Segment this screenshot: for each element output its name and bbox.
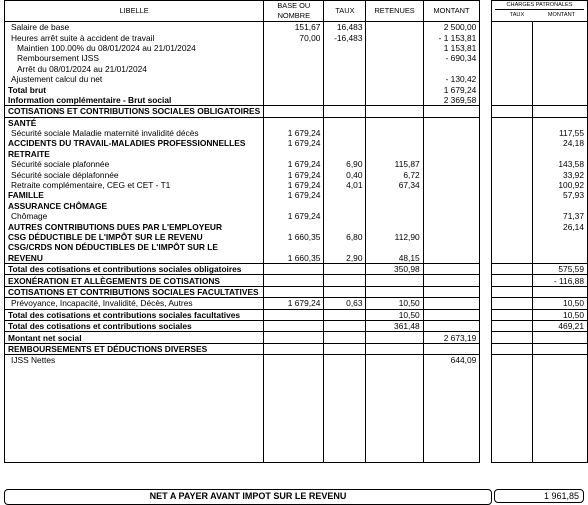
row-label: Total des cotisations et contributions sociales obligatoires [5, 263, 264, 274]
header-montant: MONTANT [423, 1, 480, 22]
table-row [5, 84, 588, 94]
cell-cp-taux [491, 84, 532, 94]
cell-taux [324, 84, 366, 94]
cell-cp-taux [491, 190, 532, 200]
cell-montant [423, 149, 480, 159]
cell-retenues: 6,72 [366, 169, 423, 179]
cell-montant [423, 221, 480, 231]
table-row [5, 275, 588, 286]
cell-cp-taux [491, 138, 532, 148]
cell-retenues [366, 32, 423, 42]
cell-cp-montant: 24,18 [532, 138, 587, 148]
cell-cp-taux [491, 309, 532, 320]
section-row [5, 286, 588, 297]
cell-base: 70,00 [264, 32, 324, 42]
table-row [5, 117, 588, 128]
cell-cp-taux [491, 64, 532, 74]
cell-cp-taux [491, 355, 532, 366]
cell-taux [324, 190, 366, 200]
cell-cp-montant [532, 201, 587, 211]
payslip-sheet [4, 0, 588, 501]
cell-taux [324, 355, 366, 366]
cell-retenues [366, 138, 423, 148]
net-a-payer-label: NET A PAYER AVANT IMPOT SUR LE REVENU [4, 489, 492, 505]
cell-cp-montant [532, 355, 587, 366]
cell-retenues [366, 343, 423, 354]
cell-cp-montant [532, 117, 587, 128]
cell-cp-taux [491, 128, 532, 138]
cell-cp-taux [491, 74, 532, 84]
cell-taux [324, 106, 366, 117]
cell-base: 1 679,24 [264, 180, 324, 190]
cell-taux [324, 149, 366, 159]
cell-cp-taux [491, 169, 532, 179]
row-label: ACCIDENTS DU TRAVAIL-MALADIES PROFESSIONNELLES [5, 138, 264, 148]
row-label: IJSS Nettes [5, 355, 264, 366]
cell-base [264, 286, 324, 297]
cell-cp-montant: 57,93 [532, 190, 587, 200]
cell-taux: 2,90 [324, 253, 366, 264]
cell-cp-taux [491, 275, 532, 286]
cell-cp-taux [491, 32, 532, 42]
cell-montant: 2 500,00 [423, 22, 480, 33]
cell-retenues: 115,87 [366, 159, 423, 169]
cell-montant [423, 117, 480, 128]
header-charges-patronales: CHARGES PATRONALES [495, 1, 584, 10]
table-row [5, 211, 588, 221]
cell-cp-montant [532, 253, 587, 264]
cell-cp-taux [491, 180, 532, 190]
row-label: Information complémentaire - Brut social [5, 95, 264, 106]
table-row [5, 309, 588, 320]
cell-taux [324, 43, 366, 53]
cell-montant [423, 169, 480, 179]
cell-retenues [366, 22, 423, 33]
cell-base [264, 332, 324, 343]
table-body [5, 22, 588, 463]
cell-cp-montant [532, 74, 587, 84]
cell-retenues: 10,50 [366, 298, 423, 309]
cell-taux [324, 263, 366, 274]
cell-taux [324, 286, 366, 297]
cell-montant: 2 369,58 [423, 95, 480, 106]
cell-cp-montant [532, 22, 587, 33]
row-label: REMBOURSEMENTS ET DÉDUCTIONS DIVERSES [5, 343, 264, 354]
row-label: Arrêt du 08/01/2024 au 21/01/2024 [5, 64, 264, 74]
section-row [5, 343, 588, 354]
cell-cp-montant: 469,21 [532, 320, 587, 331]
table-row [5, 332, 588, 343]
cell-cp-montant [532, 53, 587, 63]
table-row [5, 43, 588, 53]
row-label: ASSURANCE CHÔMAGE [5, 201, 264, 211]
cell-montant [423, 242, 480, 252]
row-label: SANTÉ [5, 117, 264, 128]
cell-retenues [366, 221, 423, 231]
cell-retenues [366, 106, 423, 117]
cell-taux [324, 128, 366, 138]
cell-retenues: 361,48 [366, 320, 423, 331]
cell-cp-montant [532, 332, 587, 343]
cell-base: 1 679,24 [264, 159, 324, 169]
cell-montant [423, 275, 480, 286]
cell-montant: 2 673,19 [423, 332, 480, 343]
row-label: Heures arrêt suite à accident de travail [5, 32, 264, 42]
cell-montant [423, 286, 480, 297]
row-label: Retraite complémentaire, CEG et CET - T1 [5, 180, 264, 190]
cell-retenues [366, 117, 423, 128]
cell-base [264, 43, 324, 53]
cell-retenues: 48,15 [366, 253, 423, 264]
cell-base [264, 106, 324, 117]
cell-cp-taux [491, 117, 532, 128]
cell-retenues [366, 355, 423, 366]
row-label: Prévoyance, Incapacité, Invalidité, Décès, Autres [5, 298, 264, 309]
cell-base [264, 201, 324, 211]
cell-retenues: 67,34 [366, 180, 423, 190]
cell-base [264, 95, 324, 106]
table-row [5, 263, 588, 274]
cell-base [264, 309, 324, 320]
cell-base: 1 679,24 [264, 298, 324, 309]
row-label: COTISATIONS ET CONTRIBUTIONS SOCIALES FACULTATIVES [5, 286, 264, 297]
header-libelle: LIBELLE [5, 1, 264, 22]
cell-base [264, 275, 324, 286]
cell-retenues [366, 43, 423, 53]
cell-montant [423, 298, 480, 309]
cell-montant: - 1 153,81 [423, 32, 480, 42]
row-label: CSG DÉDUCTIBLE DE L'IMPÔT SUR LE REVENU [5, 232, 264, 242]
cell-cp-taux [491, 343, 532, 354]
table-row [5, 320, 588, 331]
header-cp-taux: TAUX [509, 12, 525, 18]
cell-taux: 0,63 [324, 298, 366, 309]
cell-taux [324, 53, 366, 63]
cell-cp-montant: 117,55 [532, 128, 587, 138]
cell-montant [423, 263, 480, 274]
cell-montant [423, 106, 480, 117]
cell-montant: 1 153,81 [423, 43, 480, 53]
cell-cp-montant: 10,50 [532, 298, 587, 309]
row-label: Sécurité sociale Maladie maternité invalidité décès [5, 128, 264, 138]
cell-taux: 6,90 [324, 159, 366, 169]
cell-taux: 4,01 [324, 180, 366, 190]
cell-cp-taux [491, 106, 532, 117]
cell-cp-montant [532, 95, 587, 106]
cell-cp-montant [532, 64, 587, 74]
cell-cp-taux [491, 320, 532, 331]
cell-cp-montant [532, 43, 587, 53]
cell-montant: 644,09 [423, 355, 480, 366]
table-row [5, 232, 588, 242]
cell-retenues [366, 332, 423, 343]
cell-retenues: 10,50 [366, 309, 423, 320]
table-row [5, 138, 588, 148]
cell-cp-taux [491, 263, 532, 274]
cell-taux [324, 320, 366, 331]
table-row [5, 190, 588, 200]
row-label: REVENU [5, 253, 264, 264]
cell-base [264, 64, 324, 74]
cell-retenues [366, 275, 423, 286]
cell-base [264, 84, 324, 94]
row-label: Sécurité sociale déplafonnée [5, 169, 264, 179]
cell-cp-taux [491, 43, 532, 53]
cell-montant [423, 211, 480, 221]
table-row [5, 95, 588, 106]
cell-taux: 6,80 [324, 232, 366, 242]
cell-taux [324, 242, 366, 252]
cell-taux [324, 332, 366, 343]
table-row [5, 221, 588, 231]
cell-cp-montant: - 116,88 [532, 275, 587, 286]
cell-base [264, 263, 324, 274]
cell-taux [324, 74, 366, 84]
cell-base [264, 74, 324, 84]
row-label: Ajustement calcul du net [5, 74, 264, 84]
cell-cp-taux [491, 22, 532, 33]
table-row [5, 180, 588, 190]
cell-cp-taux [491, 53, 532, 63]
cell-base: 1 660,35 [264, 232, 324, 242]
cell-montant [423, 159, 480, 169]
table-header [5, 1, 588, 22]
cell-retenues [366, 190, 423, 200]
cell-taux: 0,40 [324, 169, 366, 179]
cell-cp-montant: 33,92 [532, 169, 587, 179]
cell-retenues [366, 149, 423, 159]
cell-cp-montant: 143,58 [532, 159, 587, 169]
row-label: Salaire de base [5, 22, 264, 33]
table-row [5, 201, 588, 211]
row-label: Maintien 100.00% du 08/01/2024 au 21/01/2024 [5, 43, 264, 53]
cell-base [264, 355, 324, 366]
cell-base: 1 679,24 [264, 211, 324, 221]
row-label: Montant net social [5, 332, 264, 343]
table-row [5, 22, 588, 33]
cell-cp-montant: 10,50 [532, 309, 587, 320]
table-row [5, 253, 588, 264]
cell-cp-montant [532, 149, 587, 159]
row-label: AUTRES CONTRIBUTIONS DUES PAR L'EMPLOYEUR [5, 221, 264, 231]
cell-cp-montant [532, 286, 587, 297]
cell-retenues [366, 286, 423, 297]
cell-montant [423, 309, 480, 320]
cell-base [264, 320, 324, 331]
cell-cp-montant [532, 106, 587, 117]
cell-cp-taux [491, 149, 532, 159]
cell-taux [324, 309, 366, 320]
header-retenues: RETENUES [366, 1, 423, 22]
cell-montant [423, 232, 480, 242]
table-row [5, 298, 588, 309]
cell-retenues [366, 64, 423, 74]
cell-base: 151,67 [264, 22, 324, 33]
cell-cp-montant: 100,92 [532, 180, 587, 190]
table-row [5, 74, 588, 84]
cell-cp-taux [491, 286, 532, 297]
table-row [5, 32, 588, 42]
cell-cp-montant [532, 242, 587, 252]
cell-retenues [366, 74, 423, 84]
cell-base [264, 117, 324, 128]
row-label: COTISATIONS ET CONTRIBUTIONS SOCIALES OBLIGATOIRES [5, 106, 264, 117]
row-label: Sécurité sociale plafonnée [5, 159, 264, 169]
table-row [5, 242, 588, 252]
cell-cp-taux [491, 332, 532, 343]
cell-retenues [366, 84, 423, 94]
cell-base [264, 149, 324, 159]
section-row [5, 106, 588, 117]
cell-retenues [366, 201, 423, 211]
header-taux: TAUX [324, 1, 366, 22]
cell-taux: -16,483 [324, 32, 366, 42]
cell-taux [324, 138, 366, 148]
cell-montant [423, 64, 480, 74]
cell-base: 1 679,24 [264, 169, 324, 179]
header-cp-montant: MONTANT [547, 12, 576, 18]
cell-base [264, 242, 324, 252]
table-row [5, 169, 588, 179]
table-row [5, 64, 588, 74]
cell-taux [324, 211, 366, 221]
row-label: EXONÉRATION ET ALLÈGEMENTS DE COTISATIONS [5, 275, 264, 286]
cell-retenues [366, 53, 423, 63]
cell-cp-montant [532, 232, 587, 242]
table-row [5, 159, 588, 169]
cell-base [264, 53, 324, 63]
table-row [5, 128, 588, 138]
cell-cp-montant: 575,59 [532, 263, 587, 274]
cell-cp-taux [491, 211, 532, 221]
cell-base: 1 660,35 [264, 253, 324, 264]
cell-montant: - 690,34 [423, 53, 480, 63]
row-label: CSG/CRDS NON DÉDUCTIBLES DE L'IMPÔT SUR LE [5, 242, 264, 252]
row-label: Total des cotisations et contributions sociales [5, 320, 264, 331]
cell-montant [423, 128, 480, 138]
cell-montant: 1 679,24 [423, 84, 480, 94]
cell-retenues: 350,98 [366, 263, 423, 274]
cell-taux [324, 343, 366, 354]
cell-base: 1 679,24 [264, 138, 324, 148]
row-label: Total des cotisations et contributions sociales facultatives [5, 309, 264, 320]
cell-cp-taux [491, 201, 532, 211]
cell-taux [324, 221, 366, 231]
row-label: Chômage [5, 211, 264, 221]
cell-base [264, 343, 324, 354]
cell-cp-montant [532, 32, 587, 42]
cell-montant [423, 253, 480, 264]
cell-montant [423, 190, 480, 200]
cell-cp-taux [491, 298, 532, 309]
cell-cp-taux [491, 159, 532, 169]
cell-retenues [366, 242, 423, 252]
cell-montant [423, 180, 480, 190]
row-label: Remboursement IJSS [5, 53, 264, 63]
cell-taux [324, 201, 366, 211]
cell-montant: - 130,42 [423, 74, 480, 84]
cell-montant [423, 343, 480, 354]
cell-taux [324, 64, 366, 74]
table-row [5, 149, 588, 159]
cell-base: 1 679,24 [264, 128, 324, 138]
cell-cp-taux [491, 221, 532, 231]
cell-cp-taux [491, 253, 532, 264]
cell-taux [324, 117, 366, 128]
cell-cp-montant [532, 84, 587, 94]
row-label: FAMILLE [5, 190, 264, 200]
cell-retenues [366, 95, 423, 106]
cell-base [264, 221, 324, 231]
cell-retenues [366, 128, 423, 138]
cell-cp-taux [491, 242, 532, 252]
payslip-table [4, 0, 588, 463]
cell-montant [423, 320, 480, 331]
cell-taux: 16,483 [324, 22, 366, 33]
row-label: Total brut [5, 84, 264, 94]
cell-montant [423, 138, 480, 148]
filler-row [5, 366, 588, 463]
header-base: BASE OU NOMBRE [264, 1, 324, 22]
cell-cp-montant: 71,37 [532, 211, 587, 221]
cell-retenues [366, 211, 423, 221]
cell-taux [324, 275, 366, 286]
cell-montant [423, 201, 480, 211]
cell-retenues: 112,90 [366, 232, 423, 242]
cell-cp-taux [491, 232, 532, 242]
cell-base: 1 679,24 [264, 190, 324, 200]
table-row [5, 355, 588, 366]
table-row [5, 53, 588, 63]
row-label: RETRAITE [5, 149, 264, 159]
cell-cp-montant: 26,14 [532, 221, 587, 231]
cell-cp-taux [491, 95, 532, 106]
cell-cp-montant [532, 343, 587, 354]
cell-taux [324, 95, 366, 106]
net-a-payer-value: 1 961,85 [494, 489, 584, 503]
